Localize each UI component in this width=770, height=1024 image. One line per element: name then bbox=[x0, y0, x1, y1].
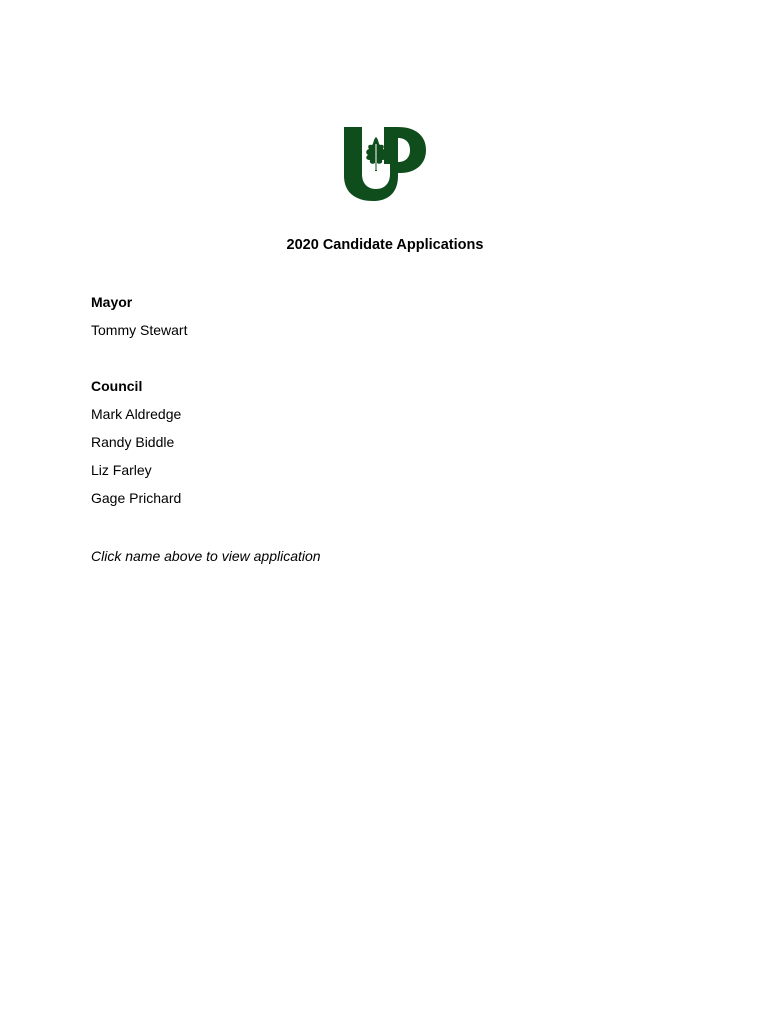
up-oak-leaf-logo-icon bbox=[343, 124, 429, 204]
candidate-link-tommy-stewart[interactable]: Tommy Stewart bbox=[91, 322, 188, 338]
page-title: 2020 Candidate Applications bbox=[286, 237, 484, 253]
candidate-link-liz-farley[interactable]: Liz Farley bbox=[91, 462, 152, 478]
candidate-link-gage-prichard[interactable]: Gage Prichard bbox=[91, 490, 182, 506]
candidate-link-randy-biddle[interactable]: Randy Biddle bbox=[91, 434, 175, 450]
instruction-note: Click name above to view application bbox=[91, 548, 321, 564]
council-heading: Council bbox=[91, 378, 143, 394]
candidate-link-mark-aldredge[interactable]: Mark Aldredge bbox=[91, 406, 182, 422]
mayor-heading: Mayor bbox=[91, 294, 133, 310]
